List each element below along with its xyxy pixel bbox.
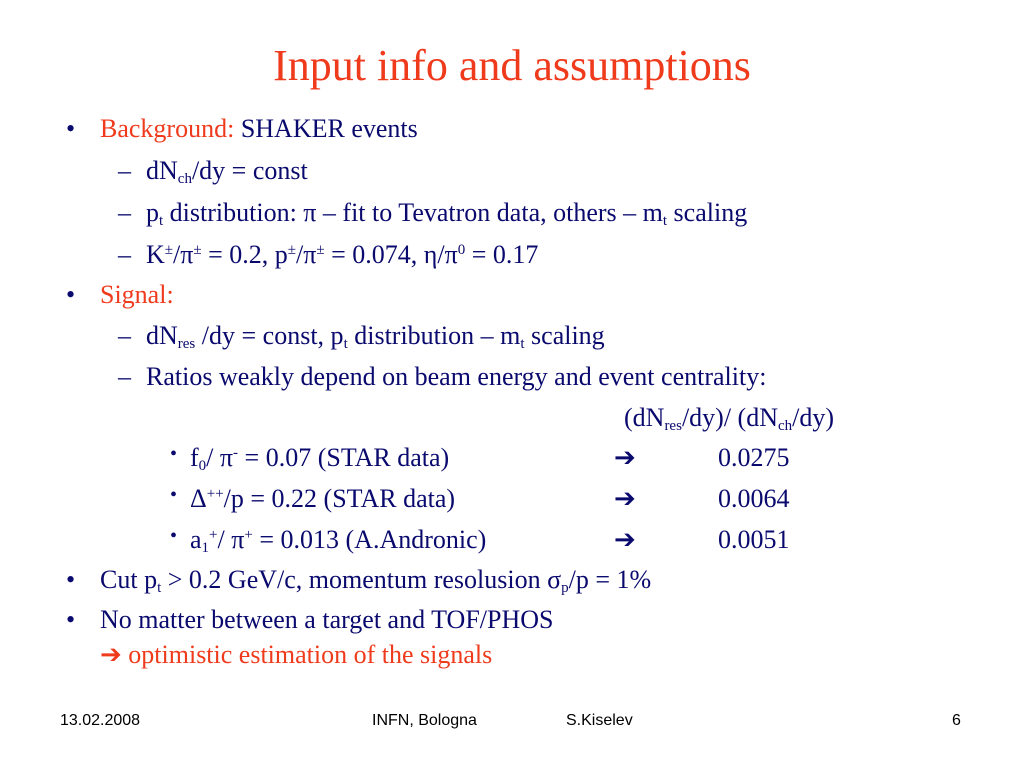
ratio-item-f0: $f_0/$ π- = 0.07 (STAR data) (190, 443, 450, 474)
bullet-text: SHAKER events (240, 114, 418, 143)
ratio-item-a1: $a_1^+/$ π+ = 0.013 (A.Andronic) (190, 525, 487, 556)
ratio-header: $(dN_{res}/dy)/$ $(dN_{ch}/dy)$ (624, 403, 835, 434)
dash-marker: – (118, 362, 131, 391)
bullet-marker: • (170, 484, 178, 506)
ratio-value: 0.0051 (718, 525, 790, 554)
bullet-marker: • (66, 565, 76, 594)
footer-author: S.Kiselev (566, 712, 633, 729)
bullet-marker: • (170, 525, 178, 547)
sub-bullet-ratios-depend: Ratios weakly depend on beam energy and event centrality: (146, 362, 767, 391)
dash-marker: – (118, 240, 131, 269)
bullet-label: Background: (100, 114, 241, 143)
bullet-marker: • (66, 114, 76, 143)
arrow-icon: ➔ (614, 525, 636, 554)
dash-marker: – (118, 198, 131, 227)
arrow-icon: ➔ (614, 484, 636, 513)
dash-marker: – (118, 156, 131, 185)
bullet-cut-pt: Cut $p_t > 0.2$ GeV/c, momentum resolusion $\sigma_p/p = 1\%$ (100, 565, 652, 596)
ratio-value: 0.0275 (718, 443, 790, 472)
arrow-icon: ➔ (614, 443, 636, 472)
sub-bullet-dnch: $dN_{ch}/dy$ = const (146, 156, 308, 187)
ratio-item-delta: Δ++/p = 0.22 (STAR data) (190, 484, 456, 513)
bullet-conclusion: ➔ optimistic estimation of the signals (100, 640, 493, 669)
bullet-background (100, 114, 418, 144)
bullet-no-matter: No matter between a target and TOF/PHOS (100, 605, 554, 634)
bullet-marker: • (170, 443, 178, 465)
bullet-marker: • (66, 605, 76, 634)
footer-venue: INFN, Bologna (372, 712, 477, 729)
page-title: Input info and assumptions (273, 41, 751, 90)
bullet-marker: • (66, 280, 76, 309)
bullet-signal: Signal: (100, 280, 174, 309)
arrow-icon: ➔ (100, 640, 122, 669)
footer-page-number: 6 (952, 712, 961, 729)
ratio-value: 0.0064 (718, 484, 790, 513)
sub-bullet-pt-distribution: $p_t$ distribution: π – fit to Tevatron data, others – $m_t$ scaling (146, 198, 748, 229)
dash-marker: – (118, 321, 131, 350)
footer-date: 13.02.2008 (60, 712, 141, 729)
sub-bullet-ratios: K±/π± = 0.2, p±/π± = 0.074, $\eta/\pi^0 = 0.17$ (146, 240, 539, 269)
sub-bullet-dnres: $dN_{res}$ /dy = const, $p_t$ distribution – $m_t$ scaling (146, 321, 605, 352)
